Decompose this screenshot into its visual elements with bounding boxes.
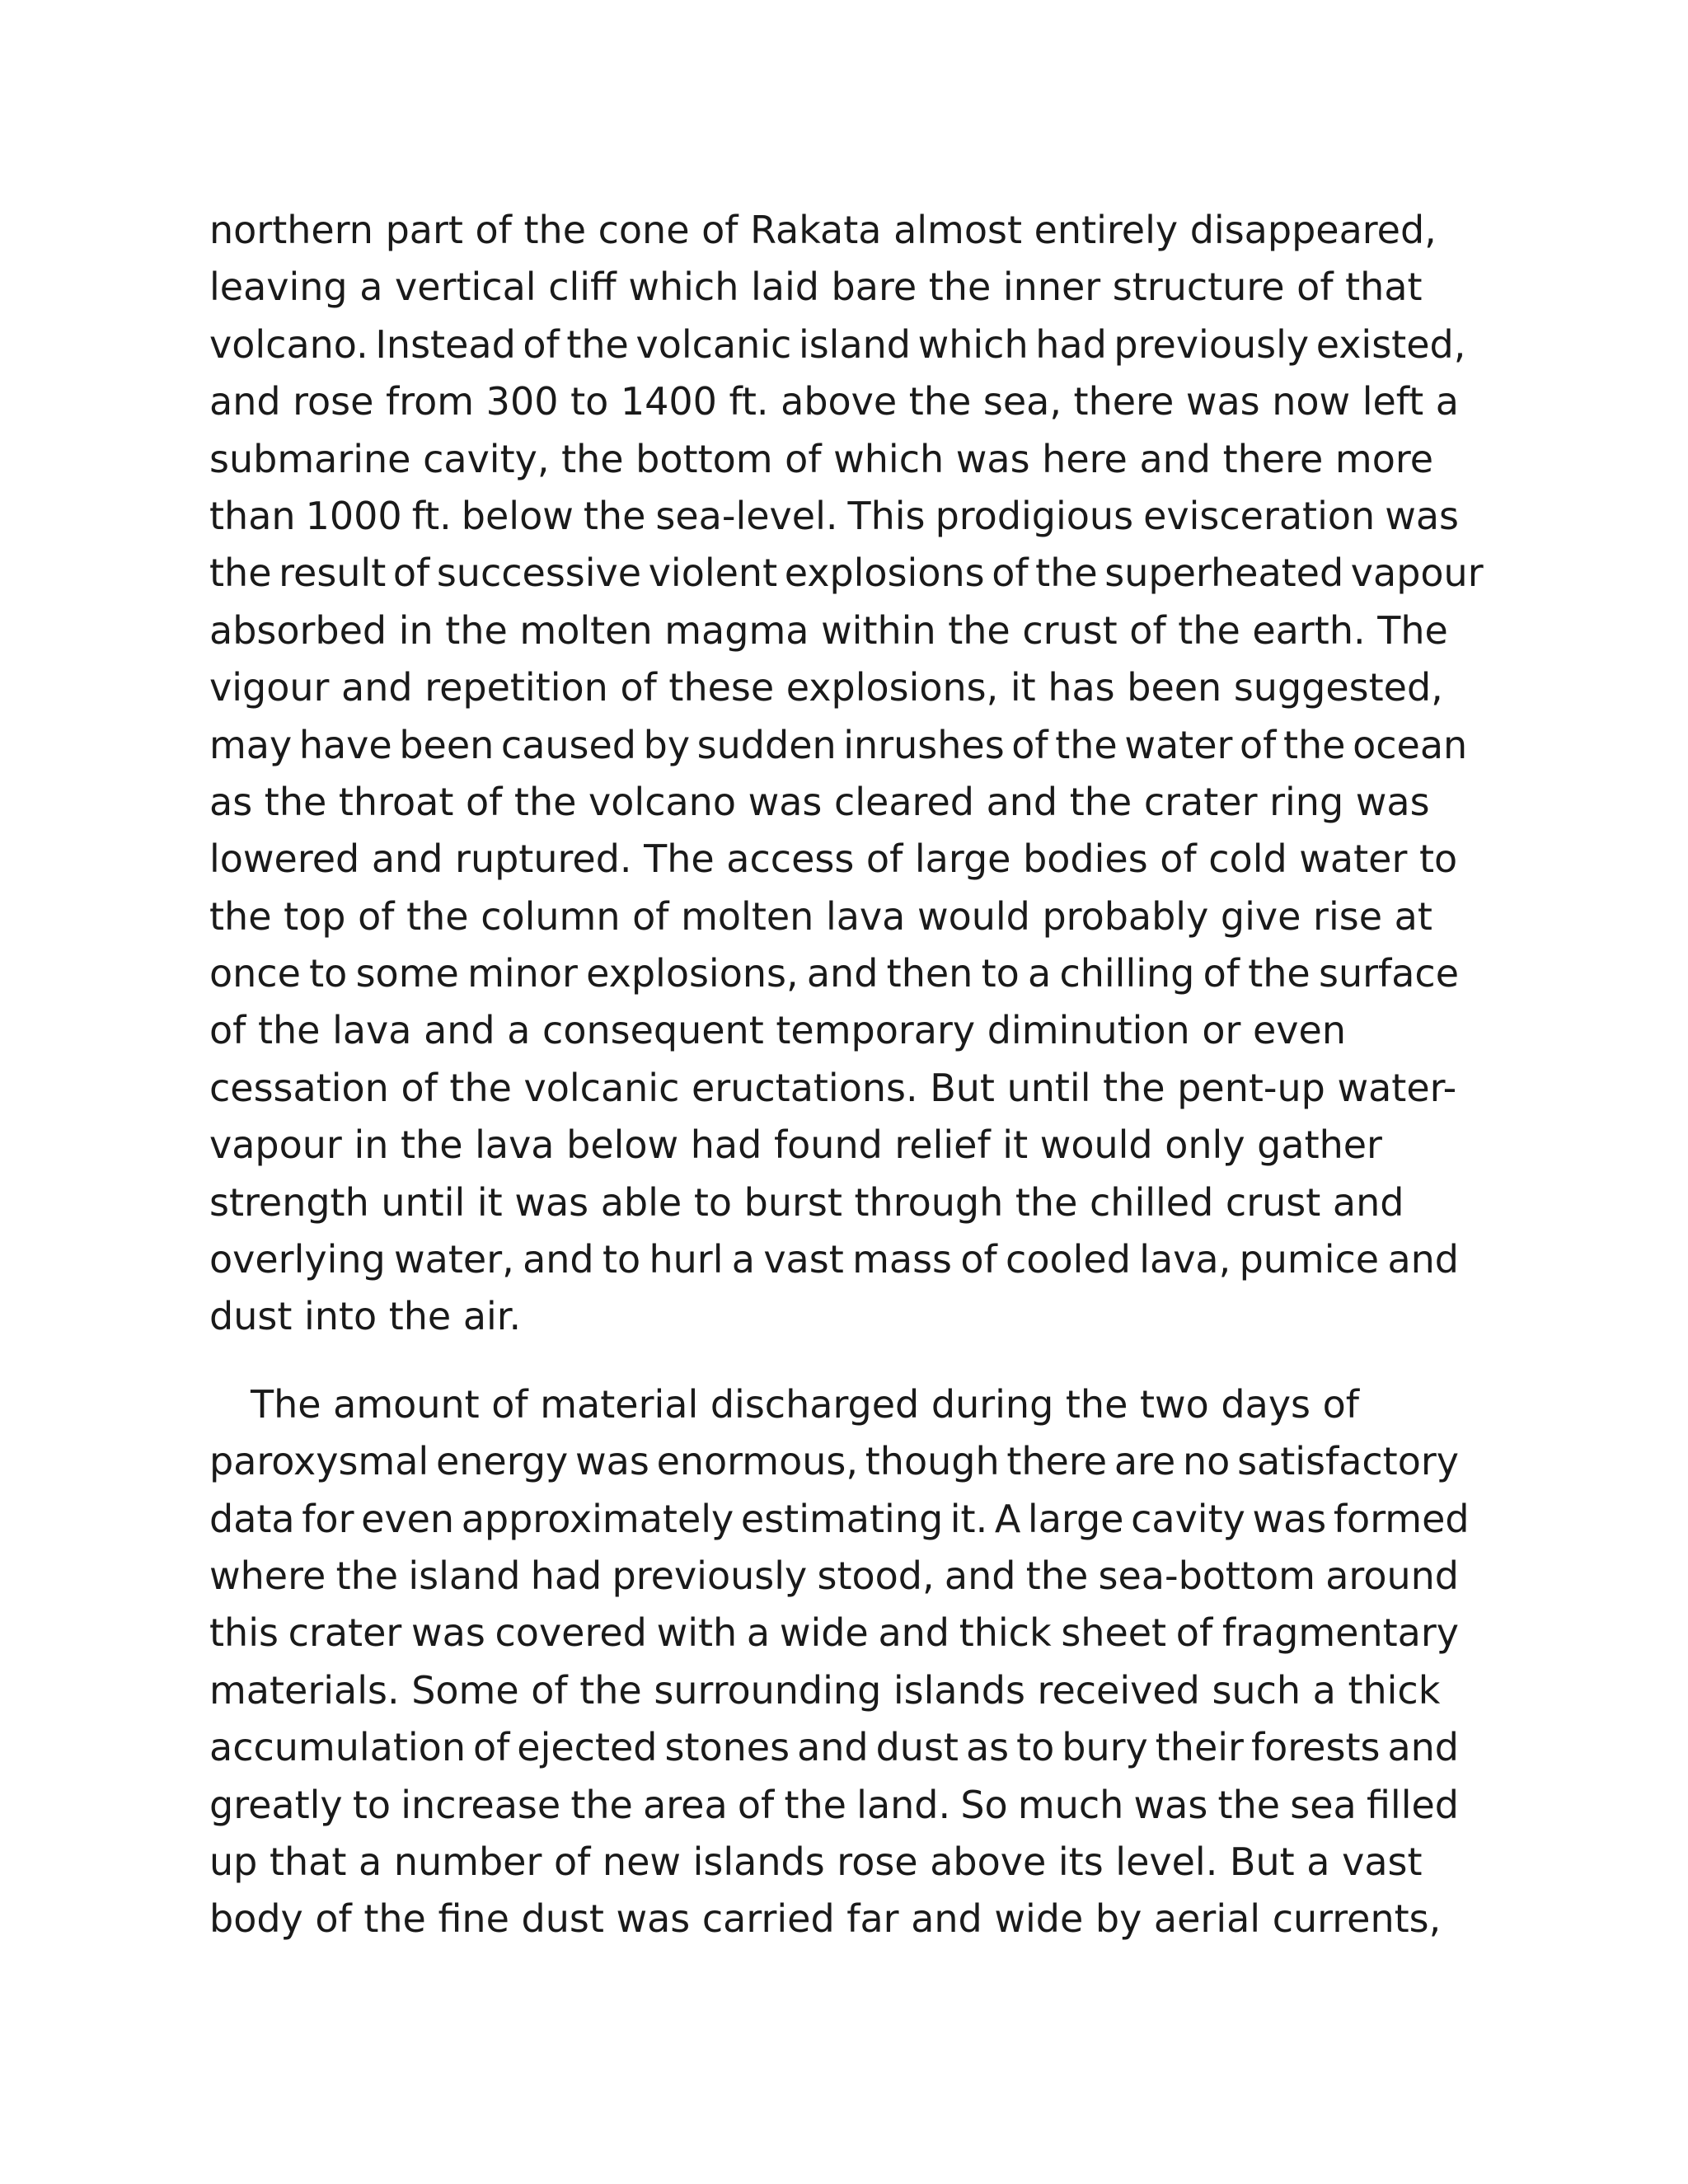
text-line: absorbed in the molten magma within the crust of the earth. The: [209, 607, 1448, 653]
text-line: this crater was covered with a wide and thick sheet of fragmentary: [209, 1610, 1459, 1656]
text-line: of the lava and a consequent temporary diminution or even: [209, 1008, 1346, 1053]
paragraph-spacer: [209, 1346, 1459, 1376]
text-line: materials. Some of the surrounding islands received such a thick: [209, 1667, 1441, 1713]
text-line: submarine cavity, the bottom of which was here and there more: [209, 436, 1434, 481]
text-line: lowered and ruptured. The access of large bodies of cold water to: [209, 837, 1458, 882]
text-line: data for even approximately estimating it. A large cavity was formed: [209, 1496, 1470, 1541]
paragraph-1: [209, 202, 1484, 1346]
text-line: and rose from 300 to 1400 ft. above the sea, there was now left a: [209, 379, 1459, 424]
text-line: greatly to increase the area of the land. So much was the sea filled: [209, 1782, 1459, 1827]
text-line: body of the fine dust was carried far and wide by aerial currents,: [209, 1896, 1442, 1942]
text-line: than 1000 ft. below the sea-level. This prodigious evisceration was: [209, 493, 1459, 538]
text-line: the top of the column of molten lava would probably give rise at: [209, 893, 1432, 939]
text-line: cessation of the volcanic eructations. But until the pent-up water-: [209, 1065, 1457, 1110]
text-line: up that a number of new islands rose above its level. But a vast: [209, 1839, 1423, 1884]
page-body: [209, 202, 1484, 1948]
text-line: northern part of the cone of Rakata almost entirely disappeared,: [209, 208, 1437, 252]
text-line: paroxysmal energy was enormous, though there are no satisfactory: [209, 1439, 1459, 1484]
paragraph-2: [209, 1376, 1470, 1948]
text-line: where the island had previously stood, and the sea-bottom around: [209, 1553, 1459, 1598]
text-line: leaving a vertical cliff which laid bare the inner structure of that: [209, 265, 1423, 310]
text-line: as the throat of the volcano was cleared and the crater ring was: [209, 779, 1430, 824]
text-line: once to some minor explosions, and then to a chilling of the surface: [209, 951, 1459, 996]
text-line: strength until it was able to burst through the chilled crust and: [209, 1179, 1404, 1225]
text-line: may have been caused by sudden inrushes of the water of the ocean: [209, 722, 1468, 767]
text-line: accumulation of ejected stones and dust as to bury their forests and: [209, 1725, 1459, 1770]
text-line: vapour in the lava below had found relief it would only gather: [209, 1122, 1382, 1168]
text-line: dust into the air.: [209, 1294, 522, 1339]
text-line: overlying water, and to hurl a vast mass of cooled lava, pumice and: [209, 1237, 1459, 1282]
text-line: The amount of material discharged during the two days of: [251, 1381, 1359, 1427]
text-line: volcano. Instead of the volcanic island which had previously existed,: [209, 321, 1466, 367]
text-line: the result of successive violent explosions of the superheated vapour: [209, 551, 1484, 596]
text-line: vigour and repetition of these explosions, it has been suggested,: [209, 665, 1443, 710]
